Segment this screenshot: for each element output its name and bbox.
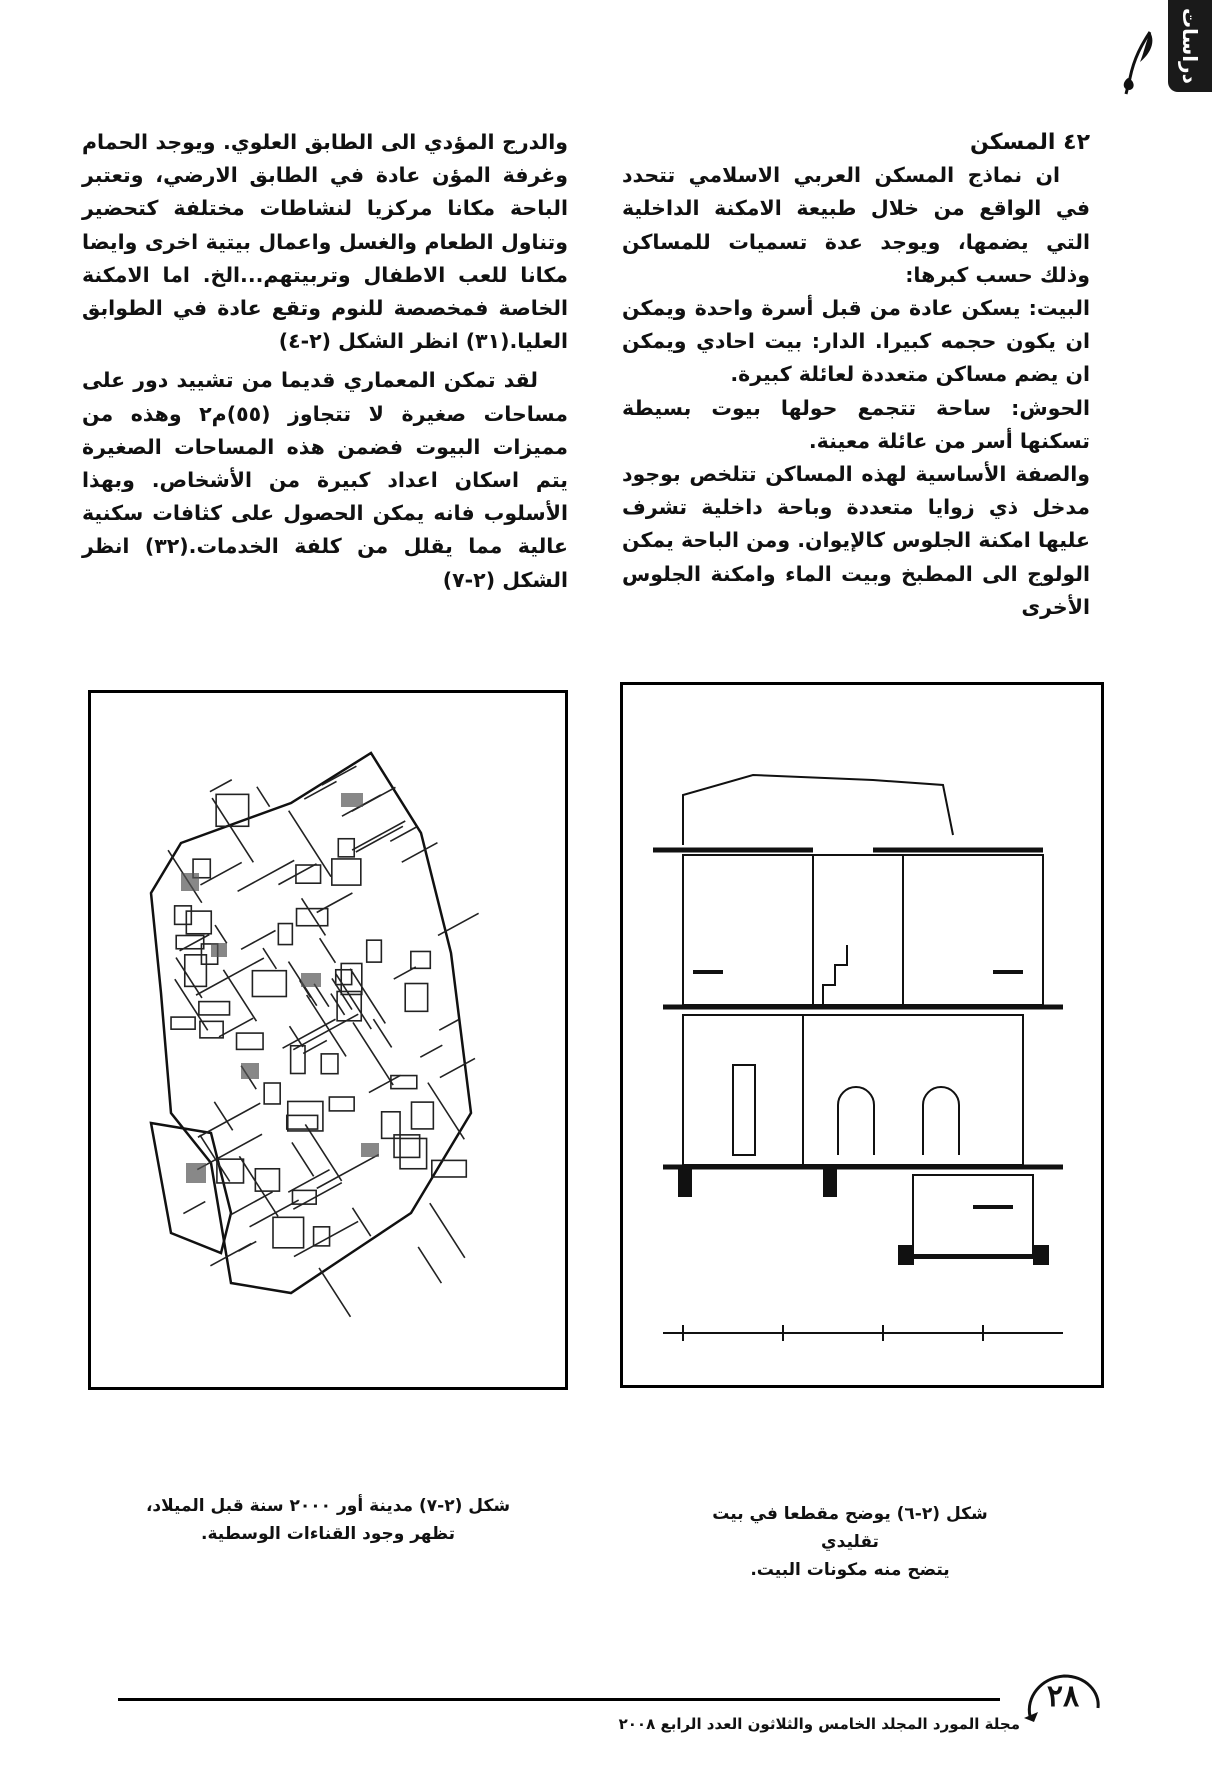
term-hosh: الحوش: [1011,395,1090,420]
footer-rule [118,1698,1000,1701]
journal-footer: مجلة المورد المجلد الخامس والثلاثون العدد الرابع ٢٠٠٨ [618,1715,1020,1733]
section-tab-label: دراسات [1178,8,1202,84]
caption-line: تظهر وجود القناءات الوسطية. [201,1524,455,1544]
right-text-column [622,126,1090,624]
term-house: البيت: [1028,296,1090,321]
section-tab [1168,0,1212,92]
caption-line: شكل (٢-٧) مدينة أور ٢٠٠٠ سنة قبل الميلاد، [145,1496,511,1516]
quill-icon [1120,28,1160,98]
paragraph [622,292,1090,392]
caption-line: يتضح منه مكونات البيت. [750,1560,950,1580]
left-text-column [82,126,568,597]
figure-caption-left [108,1492,548,1548]
figure-house-section [620,682,1104,1388]
paragraph [622,392,1090,458]
caption-line: شكل (٢-٦) يوضح مقطعا في بيت تقليدي [712,1504,988,1552]
city-map-illustration [91,693,565,1387]
page-number: ٢٨ [1046,1678,1080,1714]
paragraph-text: يسكن عادة من قبل أسرة واحدة ويمكن ان يكون حجمه كبيرا. الدار: بيت احادي ويمكن ان يضم مساكن متعددة لعائلة كبيرة. [622,296,1090,387]
paragraph: لقد تمكن المعماري قديما من تشييد دور على مساحات صغيرة لا تتجاوز (٥٥)م٢ وهذه من مميزات البيوت فضمن هذه المساحات الصغيرة يتم اسكان اعداد كبيرة من الأشخاص. وبهذا الأسلوب فانه يمكن الحصول على كثافات سكنية عالية مما يقلل من كلفة الخدمات.(٣٢) انظر الشكل (٢-٧) [82,368,568,592]
page-number-badge [1020,1668,1106,1724]
figure-caption-right [690,1500,1010,1584]
paragraph: والصفة الأساسية لهذه المساكن تتلخص بوجود مدخل ذي زوايا متعددة وباحة داخلية تشرف عليها امكنة الجلوس كالإيوان. ومن الباحة يمكن الولوج الى المطبخ وبيت الماء وامكنة الجلوس الأخرى [622,462,1090,619]
section-title: ٤٢ المسكن [969,130,1090,155]
ornament-icon [1020,1668,1106,1724]
house-section-drawing [623,685,1101,1385]
paragraph: والدرج المؤدي الى الطابق العلوي. ويوجد الحمام وغرفة المؤن عادة في الطابق الارضي، وتعتبر الباحة مكانا مركزيا لنشاطات مختلفة كتحضير وتناول الطعام والغسل واعمال بيتية اخرى وايضا مكانا للعب الاطفال وتربيتهم...الخ. اما الامكنة الخاصة فمخصصة للنوم وتقع عادة في الطوابق العليا.(٣١) انظر الشكل (٢-٤) [82,130,568,354]
figure-ur-map [88,690,568,1390]
paragraph-text: ساحة تتجمع حولها بيوت بسيطة تسكنها أسر من عائلة معينة. [622,395,1090,453]
paragraph: ان نماذج المسكن العربي الاسلامي تتحدد في الواقع من خلال طبيعة الامكنة الداخلية التي يضمها، ويوجد عدة تسميات للمساكن وذلك حسب كبرها: [622,163,1090,287]
